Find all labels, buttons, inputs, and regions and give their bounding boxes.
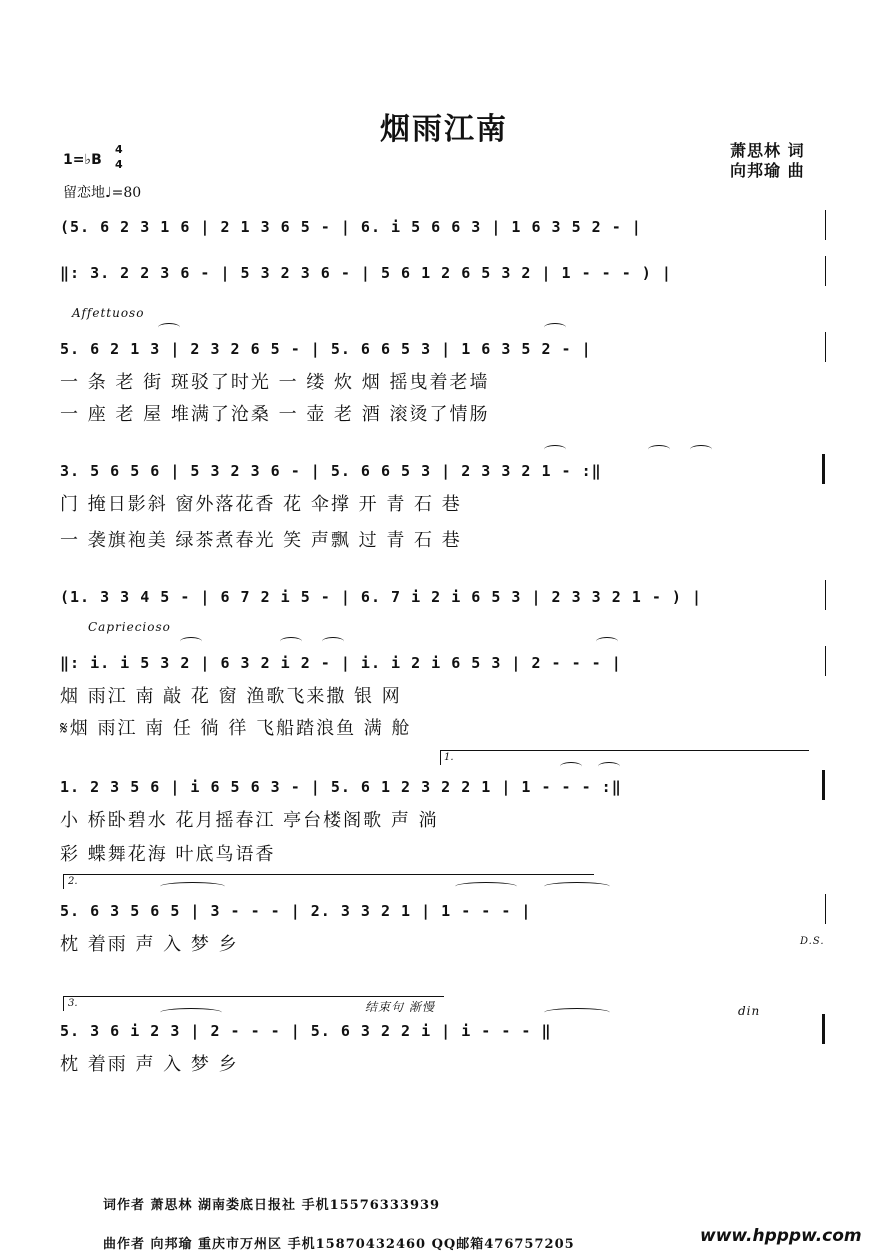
page-title: 烟雨江南 [380,112,508,147]
slur [160,882,225,891]
slur [455,882,517,891]
score-line-4: 3. 5 6 5 6 | 5 3 2 3 6 - | 5. 6 6 5 3 | 2 3 3 2 1 - :‖ [60,462,602,480]
slur [544,882,610,891]
slur [322,637,344,646]
slur [280,637,302,646]
volta-label-1: 1. [444,752,454,763]
score-line-5: (1. 3 3 4 5 - | 6 7 2 i 5 - | 6. 7 i 2 i 6 5 3 | 2 3 3 2 1 - ) | [60,588,702,606]
lyricist-credit: 萧思林 词 [730,141,805,160]
slur [544,323,566,332]
score-line-1: (5. 6 2 3 1 6 | 2 1 3 6 5 - | 6. i 5 6 6 3 | 1 6 3 5 2 - | [60,218,642,236]
lyric-line-7a: 小 桥卧碧水 花月摇春江 亭台楼阁歌 声 淌 [60,810,439,831]
bar-line [825,332,826,362]
lyric-line-6a: 烟 雨江 南 敲 花 窗 渔歌飞来撒 银 网 [60,686,402,707]
score-line-6: ‖: i. i 5 3 2 | 6 3 2 i 2 - | i. i 2 i 6 5 3 | 2 - - - | [60,654,622,672]
bar-line [825,256,826,286]
din-marking: din [738,1004,761,1018]
slur [560,762,582,771]
ds-marking: D.S. [800,936,825,947]
expression-affettuoso: Affettuoso [72,306,145,320]
lyric-line-3a: 一 条 老 街 斑驳了时光 一 缕 炊 烟 摇曳着老墙 [60,372,490,393]
final-bar [822,1014,825,1044]
volta-bracket-1 [440,750,809,765]
score-line-9: 5. 3 6 i 2 3 | 2 - - - | 5. 6 3 2 2 i | i - - - ‖ [60,1022,552,1040]
score-line-7: 1. 2 3 5 6 | i 6 5 6 3 - | 5. 6 1 2 3 2 2 1 | 1 - - - :‖ [60,778,622,796]
lyric-line-3b: 一 座 老 屋 堆满了沧桑 一 壶 老 酒 滚烫了情肠 [60,404,490,425]
volta-label-3: 3. [68,998,78,1009]
bar-line [825,646,826,676]
time-sig-top: 4 [115,143,123,156]
bar-line [825,580,826,610]
repeat-end-bar [822,454,825,484]
slur [544,445,566,454]
slur [160,1008,222,1017]
lyricist-info: 词作者 萧思林 湖南娄底日报社 手机15576333939 [103,1198,441,1213]
score-line-2: ‖: 3. 2 2 3 6 - | 5 3 2 3 6 - | 5 6 1 2 6 5 3 2 | 1 - - - ) | [60,264,672,282]
lyric-line-8a: 枕 着雨 声 入 梦 乡 [60,934,239,955]
lyric-line-4b: 一 袭旗袍美 绿茶煮春光 笑 声飘 过 青 石 巷 [60,530,462,551]
volta-label-2: 2. [68,876,78,887]
lyric-line-4a: 门 掩日影斜 窗外落花香 花 伞撑 开 青 石 巷 [60,494,462,515]
lyric-line-7b: 彩 蝶舞花海 叶底鸟语香 [60,844,276,865]
repeat-end-bar [822,770,825,800]
ending-marks: 结束句 渐慢 [365,1000,435,1014]
slur [158,323,180,332]
slur [690,445,712,454]
site-watermark: www.hpppw.com [700,1226,862,1246]
lyric-line-6b: 𝄋烟 雨江 南 任 徜 徉 飞船踏浪鱼 满 舱 [60,718,412,739]
time-sig-bottom: 4 [115,158,123,171]
slur [180,637,202,646]
lyric-line-9a: 枕 着雨 声 入 梦 乡 [60,1054,239,1075]
score-line-3: 5. 6 2 1 3 | 2 3 2 6 5 - | 5. 6 6 5 3 | 1 6 3 5 2 - | [60,340,592,358]
composer-credit: 向邦瑜 曲 [730,161,805,180]
expression-capriccioso: Capriecioso [88,620,171,634]
slur [648,445,670,454]
tempo-marking: 留恋地♩=80 [63,185,142,201]
slur [598,762,620,771]
slur [596,637,618,646]
slur [544,1008,610,1017]
bar-line [825,894,826,924]
key-signature: 1=♭B [63,152,102,168]
score-line-8: 5. 6 3 5 6 5 | 3 - - - | 2. 3 3 2 1 | 1 - - - | [60,902,532,920]
bar-line [825,210,826,240]
composer-info: 曲作者 向邦瑜 重庆市万州区 手机15870432460 QQ邮箱476757205 [103,1237,575,1252]
